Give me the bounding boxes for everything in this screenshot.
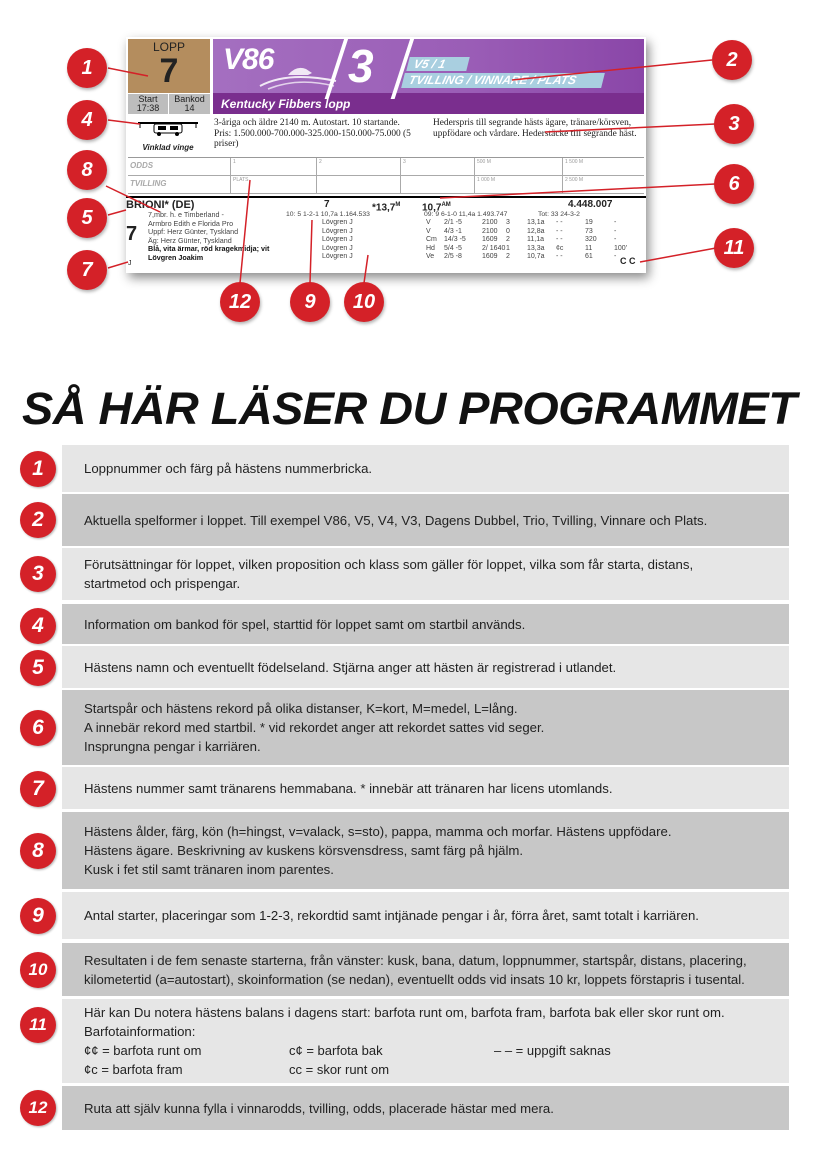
total-stats: Tot: 33 24-3-2 bbox=[538, 211, 580, 218]
legend-text: Kusk i fet stil samt tränaren inom parentes. bbox=[84, 862, 334, 877]
horse-info-line: Uppf: Herz Günter, Tyskland bbox=[148, 228, 239, 236]
legend-text: kilometertid (a=autostart), skoinformation (se nedan), eventuellt odds vid insats 10 kr, loppets förstapris i tusental. bbox=[84, 971, 745, 987]
result-cell: Lövgren J bbox=[322, 253, 353, 260]
legend-badge-9: 9 bbox=[20, 898, 56, 934]
legend-text: Här kan Du notera hästens balans i dagens start: barfota runt om, barfota fram, barfota bak eller skor runt om. bbox=[84, 1005, 725, 1020]
result-cell: 320 bbox=[585, 236, 597, 243]
callout-3: 3 bbox=[714, 104, 754, 144]
legend-badge-8: 8 bbox=[20, 833, 56, 869]
result-cell: 13,3a bbox=[527, 244, 545, 252]
bankod-value: 14 bbox=[184, 103, 195, 113]
result-cell: 2/1 -5 bbox=[444, 219, 462, 226]
legend-row-5 bbox=[62, 646, 789, 688]
legend-row-9 bbox=[62, 892, 789, 939]
logo-text: Vinklad vinge bbox=[142, 143, 194, 152]
result-cell: 2/ 1640 bbox=[482, 244, 506, 252]
game-leg-number: 3 bbox=[348, 40, 374, 92]
legend-text: Ruta att själv kunna fylla i vinnarodds, tvilling, odds, placerade hästar med mera. bbox=[84, 1100, 554, 1116]
result-cell: Lövgren J bbox=[322, 236, 353, 243]
lopp-label: LOPP bbox=[152, 40, 185, 54]
callout-5: 5 bbox=[67, 198, 107, 238]
legend-badge-4: 4 bbox=[20, 608, 56, 644]
page-title: SÅ HÄR LÄSER DU PROGRAMMET bbox=[22, 383, 797, 434]
game-v86: V86 bbox=[223, 43, 274, 76]
result-cell: Lövgren J bbox=[322, 244, 353, 252]
horse-name: BRIONI* (DE) bbox=[126, 199, 195, 211]
driver-name: Lövgren Joakim bbox=[148, 253, 204, 262]
result-cell: - bbox=[614, 227, 617, 235]
horse-info-line: Äg: Herz Günter, Tyskland bbox=[148, 236, 232, 245]
race-name: Kentucky Fibbers lopp bbox=[221, 97, 351, 111]
legend-text: Loppnummer och färg på hästens nummerbricka. bbox=[84, 461, 373, 476]
start-label: Start bbox=[138, 94, 158, 104]
odds-label: ODDS bbox=[130, 161, 154, 170]
race-number: 7 bbox=[159, 52, 179, 90]
grid-cell-500m: 500 M bbox=[474, 158, 562, 176]
result-cell: Hd bbox=[426, 244, 435, 252]
result-cell: 100' bbox=[614, 244, 628, 252]
horse-info-line: Blå, vita ärmar, röd kragekmidja; vit bbox=[148, 245, 270, 253]
result-cell: 2/5 -8 bbox=[444, 253, 462, 260]
result-cell: 73 bbox=[585, 227, 593, 235]
result-cell: V bbox=[426, 227, 431, 235]
legend-row-12 bbox=[62, 1086, 789, 1130]
legend-row-3 bbox=[62, 548, 789, 600]
legend-badge-11: 11 bbox=[20, 1007, 56, 1043]
result-cell: 13,1a bbox=[527, 219, 545, 226]
callout-1: 1 bbox=[67, 48, 107, 88]
result-cell: - bbox=[614, 253, 617, 260]
legend-row-4 bbox=[62, 604, 789, 644]
result-cell: ¢c bbox=[556, 244, 564, 252]
callout-11: 11 bbox=[714, 228, 754, 268]
result-cell: Ve bbox=[426, 253, 435, 260]
callout-8: 8 bbox=[67, 150, 107, 190]
callout-9: 9 bbox=[290, 282, 330, 322]
legend-text: Barfotainformation: bbox=[84, 1024, 196, 1039]
result-cell: 5/4 -5 bbox=[444, 244, 462, 252]
legend-text: Startspår och hästens rekord på olika distanser, K=kort, M=medel, L=lång. bbox=[84, 701, 518, 716]
legend-text: Hästens nummer samt tränarens hemmabana. * innebär att tränaren har licens utomlands. bbox=[84, 780, 613, 796]
legend-row-6 bbox=[62, 690, 789, 765]
grid-cell-2500m: 2 500 M bbox=[562, 176, 644, 194]
legend-badge-6: 6 bbox=[20, 710, 56, 746]
record-medium: $*13,7^M$ bbox=[372, 202, 401, 214]
result-cell: 3 bbox=[506, 219, 510, 226]
result-cell: 19 bbox=[585, 219, 593, 226]
result-cell: 10,7a bbox=[527, 253, 545, 260]
callout-6: 6 bbox=[714, 164, 754, 204]
legend-badge-2: 2 bbox=[20, 502, 56, 538]
callout-12: 12 bbox=[220, 282, 260, 322]
grid-cell-1000m: 1 000 M bbox=[474, 176, 562, 194]
legend-text: Hästens ålder, färg, kön (h=hingst, v=valack, s=sto), pappa, mamma och morfar. Hästens uppfödare. bbox=[84, 824, 672, 839]
result-cell: 2 bbox=[506, 236, 510, 243]
result-cell: 0 bbox=[506, 227, 510, 235]
result-cell: - - bbox=[556, 227, 563, 235]
shoes-all: cc = skor runt om bbox=[289, 1062, 390, 1077]
result-cell: 11,1a bbox=[527, 236, 544, 243]
result-cell: 1609 bbox=[482, 236, 498, 243]
grid-cell-3: 3 bbox=[400, 158, 474, 176]
result-cell: - - bbox=[556, 219, 563, 226]
game-v5-tag: V5 / 1 bbox=[406, 57, 469, 71]
honorary-prizes: Hederspris till segrande hästs ägare, tränare/körsven, uppfödare och vårdare. Hederstäcke till segrande häst. bbox=[433, 118, 637, 139]
plats-cell: PLATS bbox=[230, 176, 316, 194]
result-cell: - - bbox=[556, 253, 563, 260]
barefoot-legend bbox=[84, 1041, 789, 1079]
tvilling-label: TVILLING bbox=[130, 179, 167, 188]
result-cell: 2 bbox=[506, 253, 510, 260]
legend-badge-10: 10 bbox=[20, 952, 56, 988]
start-track: 7 bbox=[324, 199, 330, 210]
info-missing: – – = uppgift saknas bbox=[494, 1043, 611, 1058]
result-cell: 14/3 -5 bbox=[444, 236, 466, 243]
result-cell: V bbox=[426, 219, 431, 226]
result-cell: - bbox=[614, 219, 617, 226]
result-cell: 1609 bbox=[482, 253, 498, 260]
legend-text: startmetod och prispengar. bbox=[84, 576, 241, 591]
result-cell: 12,8a bbox=[527, 227, 545, 235]
legend-badge-1: 1 bbox=[20, 451, 56, 487]
barefoot-front: ¢c = barfota fram bbox=[84, 1062, 183, 1077]
grid-cell-1500m: 1 500 M bbox=[562, 158, 644, 176]
legend-text: Hästens namn och eventuellt födelseland. Stjärna anger att hästen är registrerad i utlandet. bbox=[84, 659, 617, 675]
callout-7: 7 bbox=[67, 250, 107, 290]
barefoot-all: ¢¢ = barfota runt om bbox=[84, 1043, 202, 1058]
year-stats-2: 09: 9 6-1-0 11,4a 1.493.747 bbox=[424, 211, 508, 218]
shoe-notes: C C bbox=[620, 256, 636, 266]
legend-text: Aktuella spelformer i loppet. Till exempel V86, V5, V4, V3, Dagens Dubbel, Trio, Tvilling, Vinnare och Plats. bbox=[84, 512, 708, 528]
career-earnings: 4.448.007 bbox=[568, 199, 613, 210]
horse-info-line: Armbro Edith e Florida Pro bbox=[148, 219, 234, 228]
callout-10: 10 bbox=[344, 282, 384, 322]
game-types-tag: TVILLING / VINNARE / PLATS bbox=[401, 73, 605, 88]
record-auto: $10,7^{AM}$ bbox=[422, 202, 451, 214]
leader-lines bbox=[0, 0, 820, 330]
result-cell: Cm bbox=[426, 236, 437, 243]
result-cell: Lövgren J bbox=[322, 227, 353, 235]
result-cell: 11 bbox=[585, 244, 593, 252]
legend-text: Antal starter, placeringar som 1-2-3, rekordtid samt intjänade pengar i år, förra året, samt totalt i karriären. bbox=[84, 908, 699, 923]
result-cell: - - bbox=[556, 236, 563, 243]
grid-cell-2: 2 bbox=[316, 158, 400, 176]
legend-row-7 bbox=[62, 767, 789, 809]
result-cell: 1 bbox=[506, 244, 510, 252]
result-cell: - bbox=[614, 236, 617, 243]
trainer-track-code: J bbox=[128, 260, 132, 267]
legend-badge-7: 7 bbox=[20, 771, 56, 807]
legend-badge-3: 3 bbox=[20, 556, 56, 592]
legend-badge-12: 12 bbox=[20, 1090, 56, 1126]
year-stats-1: 10: 5 1-2-1 10,7a 1.164.533 bbox=[286, 211, 370, 218]
legend-text: Förutsättningar för loppet, vilken proposition och klass som gäller för loppet, vilka som får starta, distans, bbox=[84, 557, 694, 572]
result-cell: 2100 bbox=[482, 219, 498, 226]
barefoot-back: c¢ = barfota bak bbox=[289, 1043, 383, 1058]
legend-row-11 bbox=[62, 999, 789, 1083]
grid-cell-1: 1 bbox=[230, 158, 316, 176]
result-cell: 2100 bbox=[482, 227, 498, 235]
bankod-label: Bankod bbox=[174, 94, 205, 104]
legend-text: Resultaten i de fem senaste starterna, från vänster: kusk, bana, datum, loppnummer, startspår, distans, placering, bbox=[84, 952, 747, 968]
legend-text: A innebär rekord med startbil. * vid rekordet anger att rekordet sattes vid seger. bbox=[84, 720, 545, 735]
legend-text: Hästens ägare. Beskrivning av kuskens körsvensdress, samt färg på hjälm. bbox=[84, 843, 524, 858]
legend-row-8 bbox=[62, 812, 789, 889]
legend-row-1 bbox=[62, 445, 789, 492]
legend-row-10 bbox=[62, 943, 789, 996]
result-cell: 61 bbox=[585, 253, 593, 260]
race-conditions: 3-åriga och äldre 2140 m. Autostart. 10 startande. Pris: 1.500.000-700.000-325.000-150.000-75.000 (5 priser) bbox=[214, 118, 411, 149]
callout-4: 4 bbox=[67, 100, 107, 140]
start-time: 17:38 bbox=[136, 103, 160, 113]
horse-info-line: 7,mbr. h. e Timberland - bbox=[148, 211, 224, 219]
legend-text: Insprungna pengar i karriären. bbox=[84, 739, 261, 754]
horse-number: 7 bbox=[126, 223, 138, 245]
result-cell: Lövgren J bbox=[322, 219, 353, 226]
callout-2: 2 bbox=[712, 40, 752, 80]
legend-row-2 bbox=[62, 494, 789, 546]
legend-badge-5: 5 bbox=[20, 650, 56, 686]
result-cell: 4/3 -1 bbox=[444, 227, 462, 235]
legend-text: Information om bankod för spel, starttid för loppet samt om startbil används. bbox=[84, 616, 526, 632]
